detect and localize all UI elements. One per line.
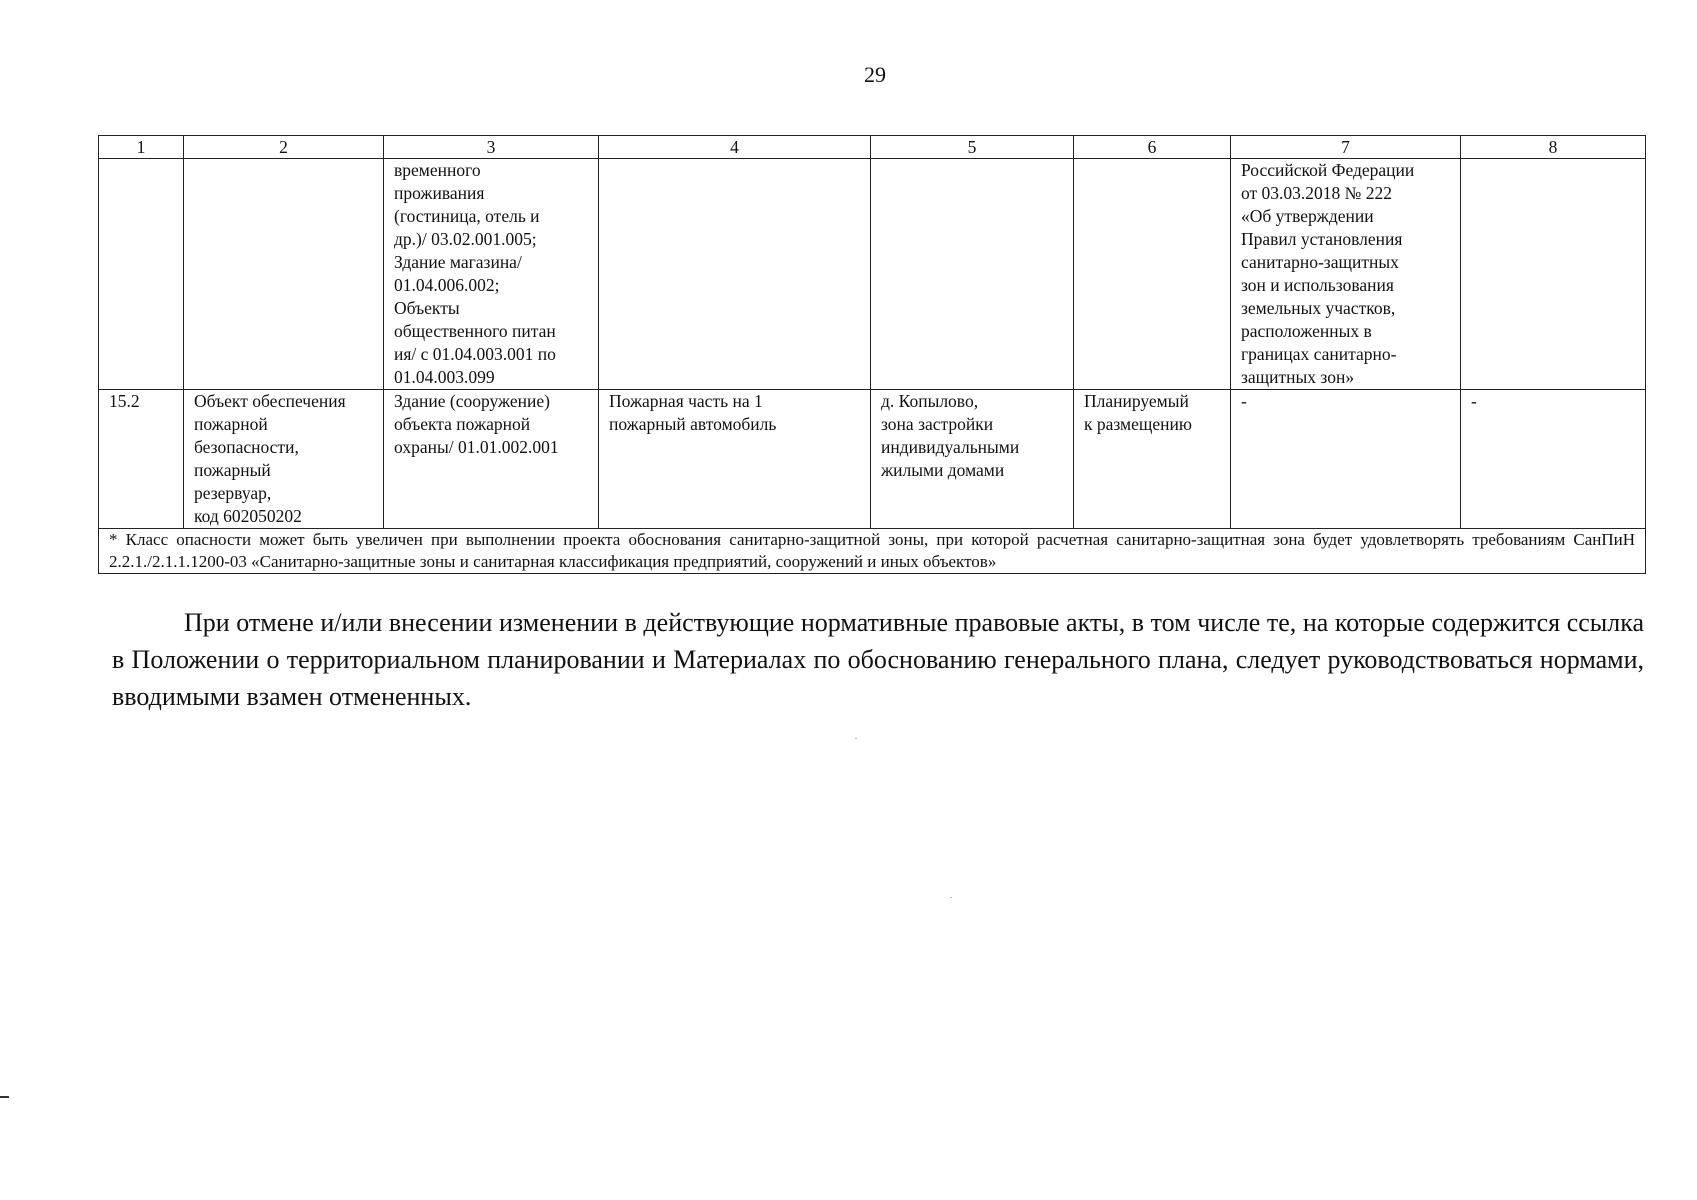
column-number: 2 [184, 136, 384, 159]
scan-speck [855, 738, 857, 739]
column-number: 7 [1231, 136, 1461, 159]
table-cell: Российской Федерации от 03.03.2018 № 222 «Об утверждении Правил установления санитарно-защитных зон и использования земельных участков, расположенных в границах санитарно- защитных зон» [1231, 159, 1461, 390]
row-number-cell: 15.2 [99, 390, 184, 529]
footnote-text: * Класс опасности может быть увеличен при выполнении проекта обоснования санитарно-защитной зоны, при которой расчетная санитарно-защитная зона будет удовлетворять требованиям СанПиН 2.2.1./2.1.1.1200-03 «Санитарно-защитные зоны и санитарная классификация предприятий, сооружений и иных объектов» [99, 529, 1646, 574]
table-cell [1074, 159, 1231, 390]
table-cell: - [1231, 390, 1461, 529]
table-cell: Здание (сооружение) объекта пожарной охраны/ 01.01.002.001 [384, 390, 599, 529]
column-number-row [99, 136, 1646, 159]
column-number: 6 [1074, 136, 1231, 159]
scan-speck [950, 897, 952, 898]
page-number: 29 [864, 62, 886, 87]
column-number: 3 [384, 136, 599, 159]
body-paragraph: При отмене и/или внесении изменении в действующие нормативные правовые акты, в том числе те, на которые содержится ссылка в Положении о территориальном планировании и Материалах по обоснованию генерального плана, следует руководствоваться нормами, вводимыми взамен отмененных. [112, 608, 1644, 711]
column-number: 4 [599, 136, 871, 159]
table-cell: Планируемый к размещению [1074, 390, 1231, 529]
table-cell: Пожарная часть на 1 пожарный автомобиль [599, 390, 871, 529]
table-row-continuation [99, 159, 1646, 390]
table-cell: д. Копылово, зона застройки индивидуальными жилыми домами [871, 390, 1074, 529]
table-cell [99, 159, 184, 390]
table-cell [871, 159, 1074, 390]
column-number: 1 [99, 136, 184, 159]
table-cell: временного проживания (гостиница, отель и др.)/ 03.02.001.005; Здание магазина/ 01.04.006.002; Объекты общественного питан ия/ с 01.04.003.001 по 01.04.003.099 [384, 159, 599, 390]
table-cell: - [1461, 390, 1646, 529]
table-cell [1461, 159, 1646, 390]
table-row-15-2 [99, 390, 1646, 529]
column-number: 8 [1461, 136, 1646, 159]
table-cell [599, 159, 871, 390]
zones-table [98, 135, 1646, 574]
margin-mark [0, 1096, 9, 1098]
footnote-row [99, 529, 1646, 574]
table-cell [184, 159, 384, 390]
table-cell: Объект обеспечения пожарной безопасности, пожарный резервуар, код 602050202 [184, 390, 384, 529]
column-number: 5 [871, 136, 1074, 159]
